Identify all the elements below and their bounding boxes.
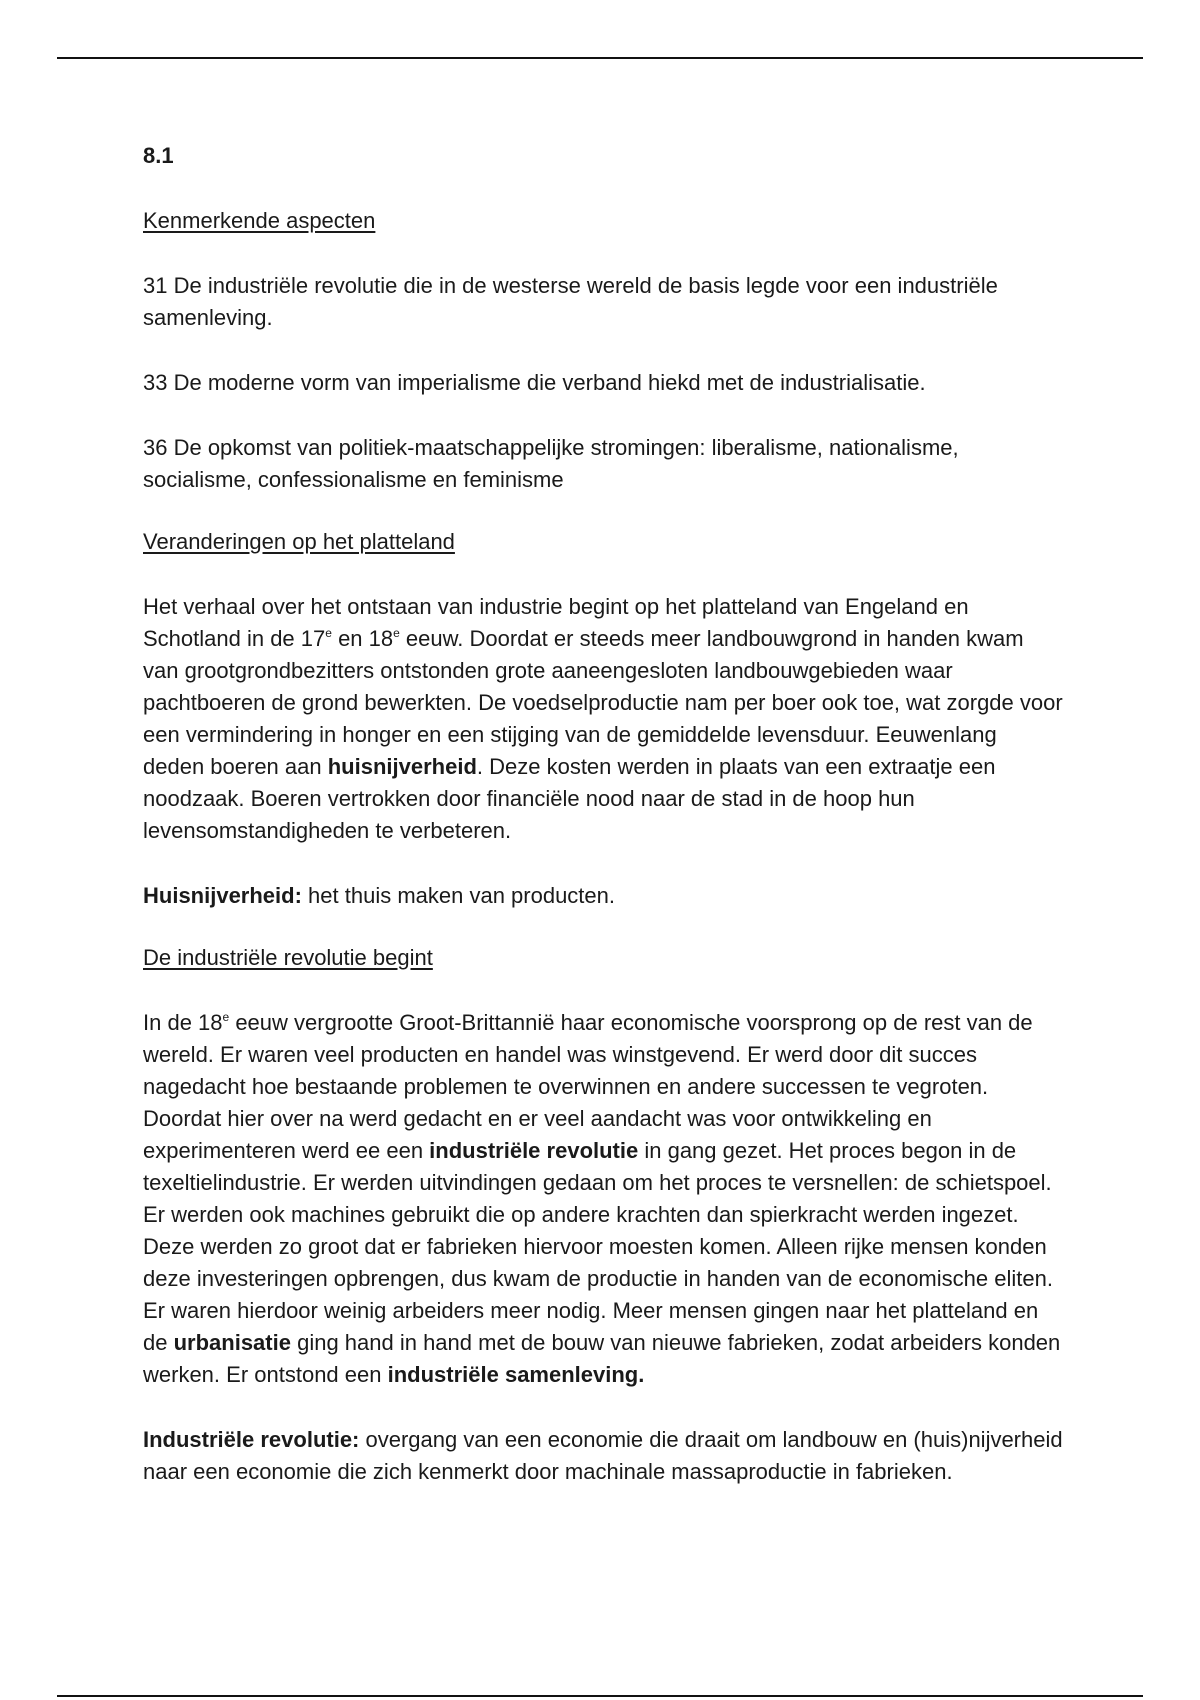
aspect-item-31: 31 De industriële revolutie die in de westerse wereld de basis legde voor een industriële samenleving. bbox=[143, 273, 998, 330]
revolutie-paragraph bbox=[143, 1007, 1063, 1391]
text-run: in gang gezet. Het proces begon in de texeltielindustrie. Er werden uitvindingen gedaan om het proces te versnellen: de schietspoel. Er werden ook machines gebruikt die op andere krachten dan spierkracht werden ingezet. Deze werden zo groot dat er fabrieken hiervoor moesten komen. Alleen rijke mensen konden deze investeringen opbrengen, dus kwam de productie in handen van de economische eliten. Er waren hierdoor weinig arbeiders meer nodig. Meer mensen gingen naar het platteland en de bbox=[143, 1138, 1053, 1355]
text-run: eeuw vergrootte Groot-Brittannië haar economische voorsprong op de rest van de wereld. Er waren veel producten en handel was winstgevend. Er werd door dit succes nagedacht hoe bestaande problemen te overwinnen en andere successen te vegroten. Doordat hier over na werd gedacht en er veel aandacht was voor ontwikkeling en experimenteren werd ee een bbox=[143, 1010, 1033, 1163]
text-run: In de 18 bbox=[143, 1010, 223, 1035]
aspects-heading: Kenmerkende aspecten bbox=[143, 208, 376, 233]
definition-text: het thuis maken van producten. bbox=[301, 883, 616, 908]
document-page bbox=[143, 140, 1063, 1521]
definition-term: Huisnijverheid: bbox=[143, 883, 302, 908]
platteland-heading: Veranderingen op het platteland bbox=[143, 529, 455, 554]
definition-text: overgang van een economie die draait om landbouw en (huis)nijverheid naar een economie die zich kenmerkt door machinale massaproductie in fabrieken. bbox=[143, 1427, 1063, 1484]
bold-term: industriële revolutie bbox=[429, 1138, 639, 1163]
superscript: e bbox=[393, 626, 400, 640]
text-run: . Deze kosten werden in plaats van een extraatje een noodzaak. Boeren vertrokken door financiële nood naar de stad in de hoop hun levensomstandigheden te verbeteren. bbox=[143, 754, 996, 843]
bold-term: industriële samenleving. bbox=[387, 1362, 645, 1387]
aspect-item-36: 36 De opkomst van politiek-maatschappelijke stromingen: liberalisme, nationalisme, socialisme, confessionalisme en feminisme bbox=[143, 435, 959, 492]
superscript: e bbox=[222, 1010, 230, 1024]
definition-term: Industriële revolutie: bbox=[143, 1427, 360, 1452]
platteland-paragraph bbox=[143, 591, 1063, 847]
revolutie-definition bbox=[143, 1424, 1063, 1488]
text-run: ging hand in hand met de bouw van nieuwe fabrieken, zodat arbeiders konden werken. Er ontstond een bbox=[143, 1330, 1061, 1387]
top-rule bbox=[57, 57, 1143, 59]
bold-term: urbanisatie bbox=[173, 1330, 291, 1355]
section-number: 8.1 bbox=[143, 143, 174, 168]
huisnijverheid-definition bbox=[143, 880, 1063, 912]
text-run: eeuw. Doordat er steeds meer landbouwgrond in handen kwam van grootgrondbezitters ontstonden grote aaneengesloten landbouwgebieden waar pachtboeren de grond bewerkten. De voedselproductie nam per boer ook toe, wat zorgde voor een vermindering in honger en een stijging van de gemiddelde levensduur. Eeuwenlang deden boeren aan bbox=[143, 626, 1063, 779]
text-run: Het verhaal over het ontstaan van industrie begint op het platteland van Engeland en Schotland in de 17 bbox=[143, 594, 969, 651]
text-run: en 18 bbox=[331, 626, 394, 651]
bottom-rule bbox=[57, 1695, 1143, 1697]
aspect-item-33: 33 De moderne vorm van imperialisme die verband hiekd met de industrialisatie. bbox=[143, 370, 926, 395]
bold-term: huisnijverheid bbox=[327, 754, 477, 779]
superscript: e bbox=[325, 626, 332, 640]
revolutie-heading: De industriële revolutie begint bbox=[143, 945, 433, 970]
